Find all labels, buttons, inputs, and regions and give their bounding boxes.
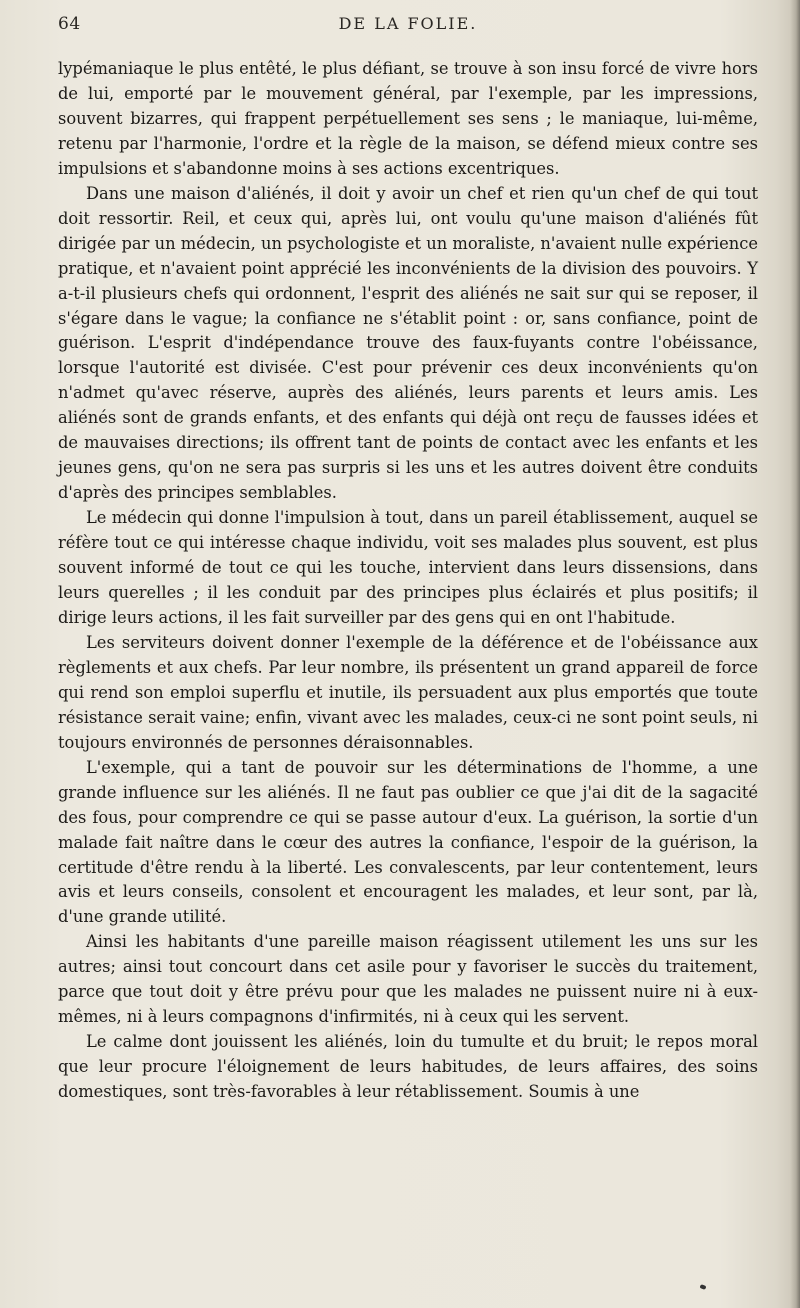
running-title: DE LA FOLIE.: [338, 14, 478, 33]
page-number: 64: [58, 14, 81, 34]
page-edge-shadow: [790, 0, 800, 1308]
paragraph: L'exemple, qui a tant de pouvoir sur les déterminations de l'homme, a une grande influence sur les aliénés. Il ne faut pas oublier ce que j'ai dit de la sagacité des fous, pour comprendre ce qui se passe autour d'eux. La guérison, la sortie d'un malade fait naître dans le cœur des autres la confiance, l'espoir de la guérison, la certitude d'être rendu à la liberté. Les convalescents, par leur contentement, leurs avis et leurs conseils, consolent et encouragent les malades, et leur sont, par là, d'une grande utilité.: [58, 757, 758, 927]
running-head: [58, 14, 758, 40]
paragraph: Dans une maison d'aliénés, il doit y avoir un chef et rien qu'un chef de qui tout doit ressortir. Reil, et ceux qui, après lui, ont voulu qu'une maison d'aliénés fût dirigée par un médecin, un psychologiste et un moraliste, n'avaient nulle expérience pratique, et n'avaient point apprécié les inconvénients de la division des pouvoirs. Y a-t-il plusieurs chefs qui ordonnent, l'esprit des aliénés ne sait sur qui se reposer, il s'égare dans le vague; la confiance ne s'établit point : or, sans confiance, point de guérison. L'esprit d'indépendance trouve des faux-fuyants contre l'obéissance, lorsque l'autorité est divisée. C'est pour prévenir ces deux inconvénients qu'on n'admet qu'avec réserve, auprès des aliénés, leurs parents et leurs amis. Les aliénés sont de grands enfants, et des enfants qui déjà ont reçu de fausses idées et de mauvaises directions; ils offrent tant de points de contact avec les enfants et les jeunes gens, qu'on ne sera pas surpris si les uns et les autres doivent être conduits d'après des principes semblables.: [58, 183, 758, 503]
paragraph: Ainsi les habitants d'une pareille maison réagissent utilement les uns sur les autres; ainsi tout concourt dans cet asile pour y favoriser le succès du traitement, parce que tout doit y être prévu pour que les malades ne puissent nuire ni à eux-mêmes, ni à leurs compagnons d'infirmités, ni à ceux qui les servent.: [58, 932, 758, 1027]
body-text: [58, 57, 758, 1105]
ink-speck: [699, 1284, 706, 1290]
paragraph: Le médecin qui donne l'impulsion à tout, dans un pareil établissement, auquel se réfère tout ce qui intéresse chaque individu, voit ses malades plus souvent, est plus souvent informé de tout ce qui les touche, intervient dans leurs dissensions, dans leurs querelles ; il les conduit par des principes plus éclairés et plus positifs; il dirige leurs actions, il les fait surveiller par des gens qui en ont l'habitude.: [58, 508, 758, 627]
paragraph-last: Le calme dont jouissent les aliénés, loin du tumulte et du bruit; le repos moral que leur procure l'éloignement de leurs habitudes, de leurs affaires, des soins domestiques, sont très-favorables à leur rétablissement. Soumis à une: [58, 1032, 758, 1102]
paragraph: Les serviteurs doivent donner l'exemple de la déférence et de l'obéissance aux règlements et aux chefs. Par leur nombre, ils présentent un grand appareil de force qui rend son emploi superflu et inutile, ils persuadent aux plus emportés que toute résistance serait vaine; enfin, vivant avec les malades, ceux-ci ne sont point seuls, ni toujours environnés de personnes déraisonnables.: [58, 632, 758, 752]
paragraph-continuation: lypémaniaque le plus entêté, le plus défiant, se trouve à son insu forcé de vivre hors de lui, emporté par le mouvement général, par l'exemple, par les impressions, souvent bizarres, qui frappent perpétuellement ses sens ; le maniaque, lui-même, retenu par l'harmonie, l'ordre et la règle de la maison, se défend mieux contre ses impulsions et s'abandonne moins à ses actions excentriques.: [58, 59, 758, 178]
